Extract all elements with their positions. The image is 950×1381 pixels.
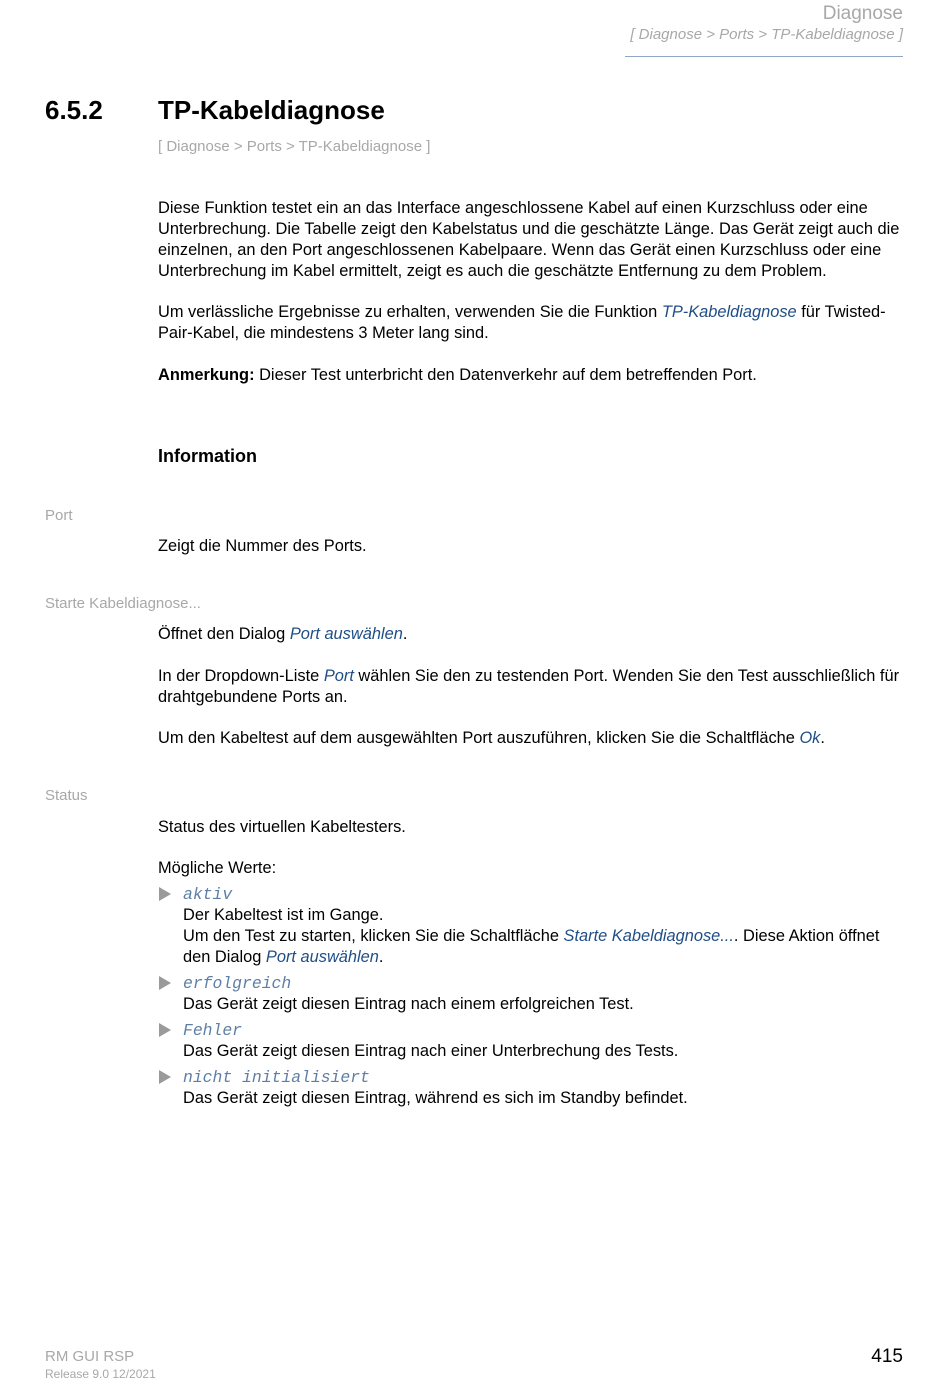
port-text: Zeigt die Nummer des Ports. (158, 537, 367, 555)
start-diagnosis-p3 (158, 728, 910, 749)
footer-release: Release 9.0 12/2021 (45, 1367, 156, 1381)
note-text (158, 365, 910, 386)
recommendation-text (158, 302, 910, 344)
intro-paragraph (158, 198, 910, 282)
section-number: 6.5.2 (45, 95, 103, 125)
status-value: nicht initialisiert (183, 1068, 370, 1087)
extra-pre: Um den Test zu starten, klicken Sie die Schaltfläche (183, 927, 564, 945)
start-p3-text (158, 728, 910, 749)
status-value-description: Der Kabeltest ist im Gange. (183, 906, 384, 924)
start-p3-pre: Um den Kabeltest auf dem ausgewählten Port auszuführen, klicken Sie die Schaltfläche (158, 729, 800, 747)
status-value: Fehler (183, 1021, 243, 1040)
extra-mid: . Diese Aktion öffnet den Dialog (183, 927, 880, 966)
port-auswaehlen-ref: Port auswählen (265, 948, 379, 966)
status-value-description: Das Gerät zeigt diesen Eintrag nach einer Unterbrechung des Tests. (183, 1042, 679, 1060)
information-heading: Information (158, 446, 257, 466)
start-p2-pre: In der Dropdown-Liste (158, 667, 324, 685)
start-diagnosis-p2 (158, 666, 910, 708)
running-header-breadcrumb: [ Diagnose > Ports > TP-Kabeldiagnose ] (630, 26, 903, 43)
bullet-arrow-icon (159, 1023, 171, 1037)
start-p2-text (158, 666, 910, 708)
list-item-content (183, 973, 910, 1015)
bullet-arrow-icon (159, 887, 171, 901)
starte-kabeldiagnose-ref: Starte Kabeldiagnose... (563, 927, 734, 945)
port-dropdown-ref: Port (323, 667, 354, 685)
note-body: Dieser Test unterbricht den Datenverkehr auf dem betreffenden Port. (254, 366, 757, 384)
status-description (158, 817, 910, 838)
note-label: Anmerkung: (158, 366, 255, 384)
note-paragraph (158, 365, 910, 386)
ok-button-ref: Ok (799, 729, 821, 747)
running-header-title: Diagnose (822, 3, 903, 24)
status-value: aktiv (183, 885, 233, 904)
port-label: Port (45, 507, 73, 524)
start-diagnosis-label: Starte Kabeldiagnose... (45, 595, 201, 612)
section-breadcrumb: [ Diagnose > Ports > TP-Kabeldiagnose ] (158, 138, 431, 155)
footer-document-name: RM GUI RSP (45, 1348, 135, 1365)
page-number: 415 (871, 1346, 903, 1367)
bullet-arrow-icon (159, 1070, 171, 1084)
section-title: TP-Kabeldiagnose (158, 95, 385, 125)
start-p3-post: . (820, 729, 825, 747)
start-p1-post: . (402, 625, 408, 643)
recommendation-text-pre: Um verlässliche Ergebnisse zu erhalten, verwenden Sie die Funktion (158, 303, 662, 321)
status-value-description-extra (183, 926, 910, 968)
start-p2-post: wählen Sie den zu testenden Port. Wenden Sie den Test ausschließlich für drahtgebundene Ports an. (158, 667, 900, 706)
tp-kabeldiagnose-link: TP-Kabeldiagnose (661, 303, 797, 321)
status-value-description: Das Gerät zeigt diesen Eintrag nach einem erfolgreichen Test. (183, 995, 634, 1013)
recommendation-paragraph (158, 302, 910, 344)
recommendation-text-post: für Twisted-Pair-Kabel, die mindestens 3 Meter lang sind. (158, 303, 886, 342)
intro-text: Diese Funktion testet ein an das Interface angeschlossene Kabel auf einen Kurzschluss oder eine Unterbrechung. Die Tabelle zeigt den Kabelstatus und die geschätzte Länge. Das Gerät zeigt auch die einzelnen, an den Port angeschlossenen Kabelpaare. Wenn das Gerät einen Kurzschluss oder eine Unterbrechung im Kabel ermittelt, zeigt es auch die geschätzte Entfernung zu dem Problem. (158, 199, 900, 280)
list-item-content (183, 1067, 910, 1109)
status-text: Status des virtuellen Kabeltesters. (158, 818, 406, 836)
status-value-description: Das Gerät zeigt diesen Eintrag, während es sich im Standby befindet. (183, 1089, 688, 1107)
start-p1-text (158, 624, 910, 645)
list-item-content (183, 1020, 910, 1062)
possible-values-label (158, 858, 910, 879)
status-label: Status (45, 787, 88, 804)
status-value: erfolgreich (183, 974, 292, 993)
list-item-content (183, 884, 910, 968)
port-auswaehlen-link: Port auswählen (289, 625, 403, 643)
extra-post: . (378, 948, 384, 966)
header-divider (625, 56, 903, 57)
port-description (158, 536, 910, 557)
start-diagnosis-p1 (158, 624, 910, 645)
possible-values-text: Mögliche Werte: (158, 859, 277, 877)
bullet-arrow-icon (159, 976, 171, 990)
start-p1-pre: Öffnet den Dialog (158, 625, 290, 643)
